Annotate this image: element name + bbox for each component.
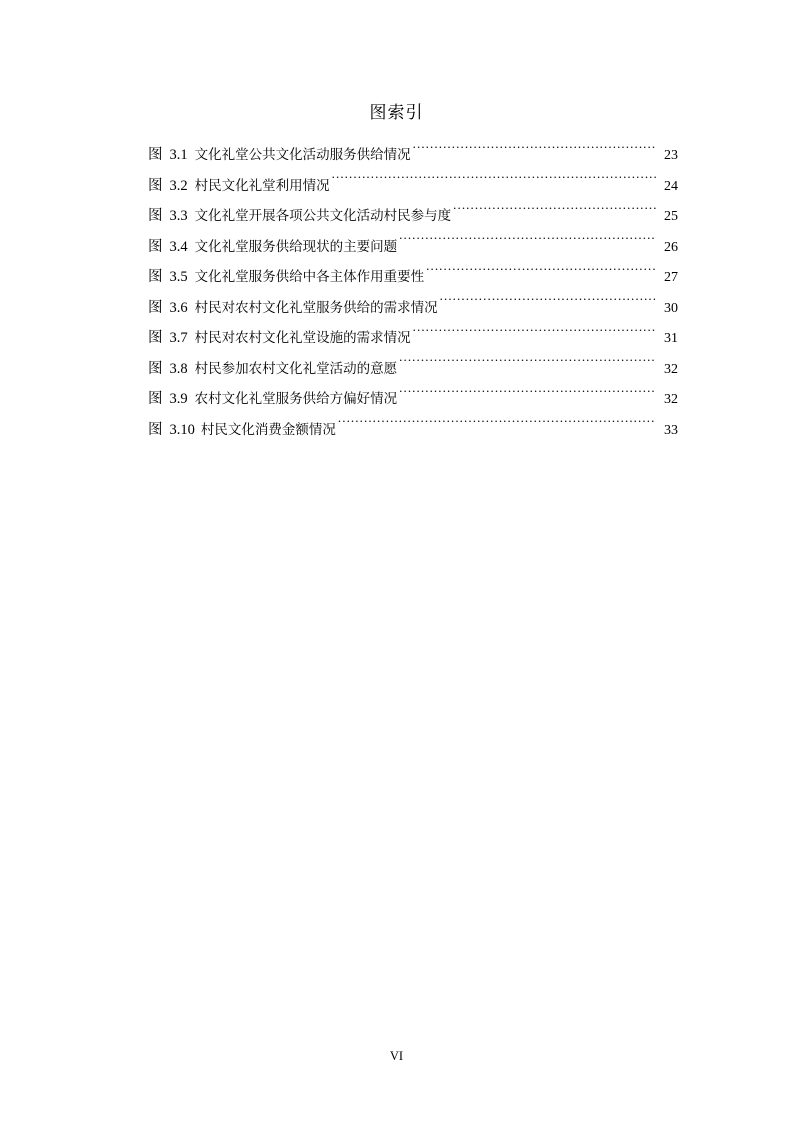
footer-page-number: VI: [389, 1049, 404, 1063]
figure-caption: 农村文化礼堂服务供给方偏好情况: [194, 391, 398, 406]
leader-dots: [426, 267, 656, 281]
figure-number: 3.1: [169, 147, 188, 163]
figure-caption: 文化礼堂服务供给中各主体作用重要性: [194, 269, 425, 284]
figure-label: 图: [148, 421, 163, 438]
toc-entry[interactable]: [148, 293, 678, 324]
page-number: 32: [664, 392, 678, 407]
figure-number: 3.4: [169, 238, 188, 255]
figure-label: 图: [148, 269, 163, 285]
figure-number: 3.7: [169, 330, 188, 346]
page-number: 33: [664, 422, 678, 438]
toc-entry[interactable]: [148, 232, 678, 263]
figure-number: 3.9: [169, 391, 188, 407]
figure-number: 3.2: [169, 177, 188, 194]
figure-number: 3.5: [169, 269, 188, 285]
figure-label: 图: [148, 208, 163, 224]
toc-entry[interactable]: [148, 354, 678, 385]
leader-dots: [399, 359, 656, 373]
page-number: 27: [664, 270, 678, 285]
figure-caption: 文化礼堂服务供给现状的主要问题: [194, 238, 398, 254]
figure-label: 图: [148, 177, 163, 194]
page-number: 26: [664, 239, 678, 255]
leader-dots: [332, 176, 656, 190]
figure-number: 3.8: [169, 360, 188, 377]
page-number: 24: [664, 178, 678, 194]
figure-caption: 村民参加农村文化礼堂活动的意愿: [194, 360, 398, 376]
toc-entry[interactable]: [148, 171, 678, 202]
figure-label: 图: [148, 391, 163, 407]
leader-dots: [453, 206, 656, 220]
figure-number: 3.6: [169, 299, 188, 316]
figure-number: 3.10: [169, 421, 195, 438]
leader-dots: [338, 420, 656, 434]
figure-label: 图: [148, 238, 163, 255]
figure-label: 图: [148, 360, 163, 377]
toc-entry[interactable]: [148, 140, 678, 171]
leader-dots: [440, 298, 656, 312]
figure-number: 3.3: [169, 208, 188, 224]
toc-entry[interactable]: [148, 323, 678, 354]
leader-dots: [413, 145, 656, 159]
figure-caption: 文化礼堂公共文化活动服务供给情况: [194, 147, 411, 162]
toc-entry[interactable]: [148, 415, 678, 446]
figure-label: 图: [148, 147, 163, 163]
page-number: 31: [664, 331, 678, 346]
page-number: 32: [664, 361, 678, 377]
figure-caption: 文化礼堂开展各项公共文化活动村民参与度: [194, 208, 452, 223]
toc-entry[interactable]: [148, 384, 678, 415]
figure-caption: 村民对农村文化礼堂设施的需求情况: [194, 330, 411, 345]
toc-entry[interactable]: [148, 201, 678, 232]
figure-label: 图: [148, 299, 163, 316]
leader-dots: [413, 328, 656, 342]
figure-label: 图: [148, 330, 163, 346]
figure-caption: 村民文化礼堂利用情况: [194, 177, 330, 193]
leader-dots: [399, 389, 656, 403]
page-number: 25: [664, 209, 678, 224]
figure-caption: 村民文化消费金额情况: [200, 421, 336, 437]
page-title: 图索引: [369, 103, 424, 122]
page-number: 30: [664, 300, 678, 316]
figure-caption: 村民对农村文化礼堂服务供给的需求情况: [194, 299, 438, 315]
figure-index-list: [148, 140, 678, 445]
page-number: 23: [664, 148, 678, 163]
leader-dots: [399, 237, 656, 251]
toc-entry[interactable]: [148, 262, 678, 293]
